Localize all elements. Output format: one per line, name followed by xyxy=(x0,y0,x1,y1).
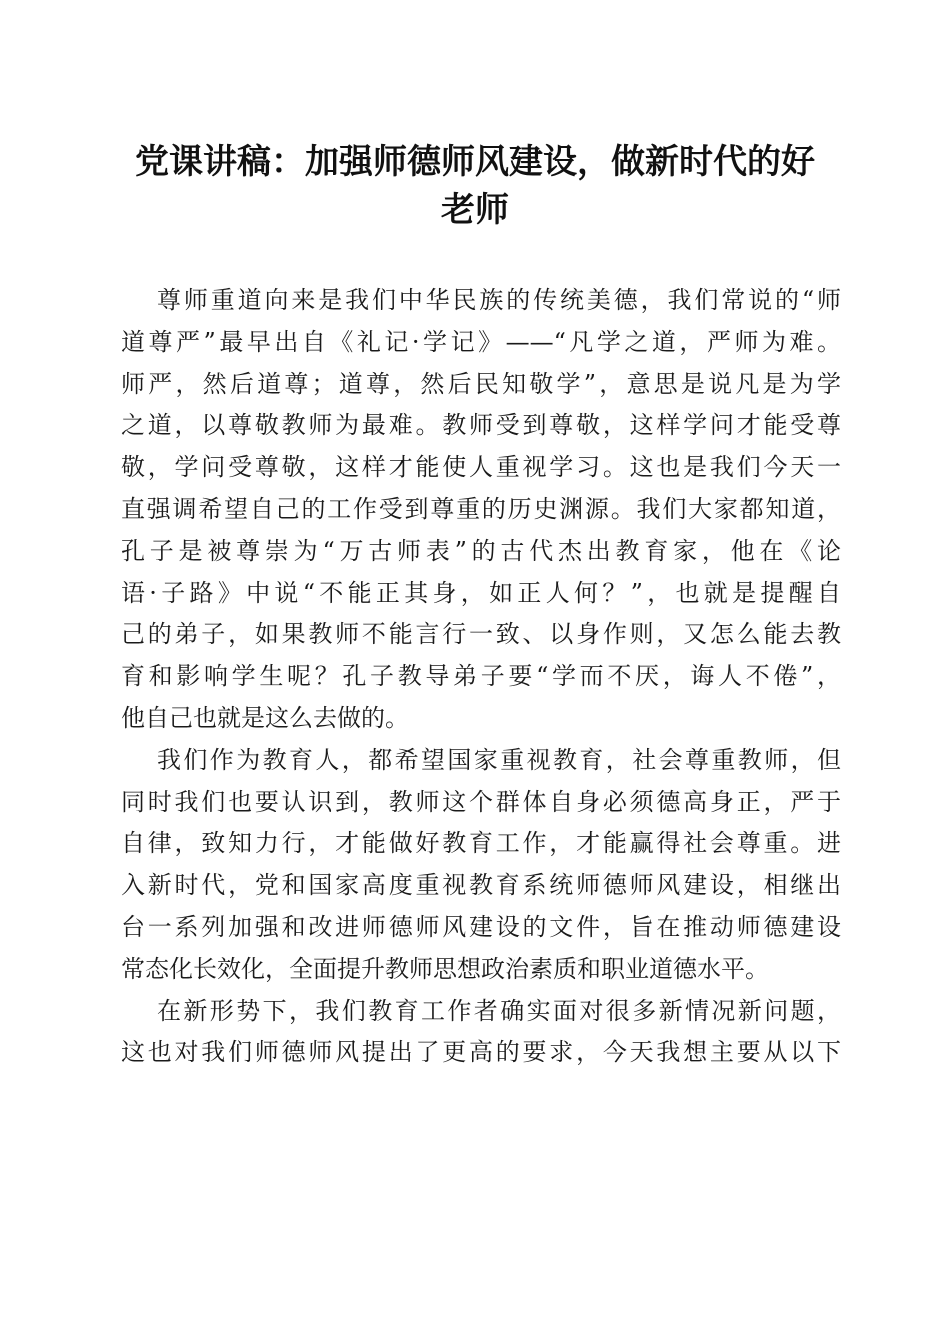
text-line: 师严，然后道尊；道尊，然后民知敬学”，意思是说凡是为学 xyxy=(121,369,841,398)
text-line: 己的弟子，如果教师不能言行一致、以身作则，又怎么能去教 xyxy=(121,620,841,649)
text-line: 孔子是被尊崇为“万古师表”的古代杰出教育家，他在《论 xyxy=(121,536,841,565)
text-line: 敬，学问受尊敬，这样才能使人重视学习。这也是我们今天一 xyxy=(121,453,841,482)
text-line: 同时我们也要认识到，教师这个群体自身必须德高身正，严于 xyxy=(121,787,841,816)
text-line: 这也对我们师德师风提出了更高的要求，今天我想主要从以下 xyxy=(121,1038,841,1067)
title-line: 党课讲稿：加强师德师风建设，做新时代的好 xyxy=(135,142,815,182)
paragraph-2 xyxy=(121,740,841,991)
document-title xyxy=(110,138,840,234)
paragraph-1 xyxy=(121,280,841,740)
text-line: 语·子路》中说“不能正其身，如正人何？”，也就是提醒自 xyxy=(121,578,841,607)
text-line: 我们作为教育人，都希望国家重视教育，社会尊重教师，但 xyxy=(157,745,841,774)
paragraph-3 xyxy=(121,991,841,1075)
text-line: 入新时代，党和国家高度重视教育系统师德师风建设，相继出 xyxy=(121,871,841,900)
text-line: 常态化长效化，全面提升教师思想政治素质和职业道德水平。 xyxy=(121,954,769,983)
text-line: 他自己也就是这么去做的。 xyxy=(121,703,409,732)
text-line: 自律，致知力行，才能做好教育工作，才能赢得社会尊重。进 xyxy=(121,829,841,858)
text-line: 台一系列加强和改进师德师风建设的文件，旨在推动师德建设 xyxy=(121,912,841,941)
text-line: 直强调希望自己的工作受到尊重的历史渊源。我们大家都知道， xyxy=(121,494,841,523)
text-line: 之道，以尊敬教师为最难。教师受到尊敬，这样学问才能受尊 xyxy=(121,411,841,440)
title-line: 老师 xyxy=(441,190,509,230)
text-line: 道尊严”最早出自《礼记·学记》——“凡学之道，严师为难。 xyxy=(121,327,841,356)
document-body xyxy=(121,280,841,1074)
text-line: 在新形势下，我们教育工作者确实面对很多新情况新问题， xyxy=(157,996,841,1025)
text-line: 育和影响学生呢？孔子教导弟子要“学而不厌，诲人不倦”， xyxy=(121,662,841,691)
text-line: 尊师重道向来是我们中华民族的传统美德，我们常说的“师 xyxy=(157,286,841,314)
